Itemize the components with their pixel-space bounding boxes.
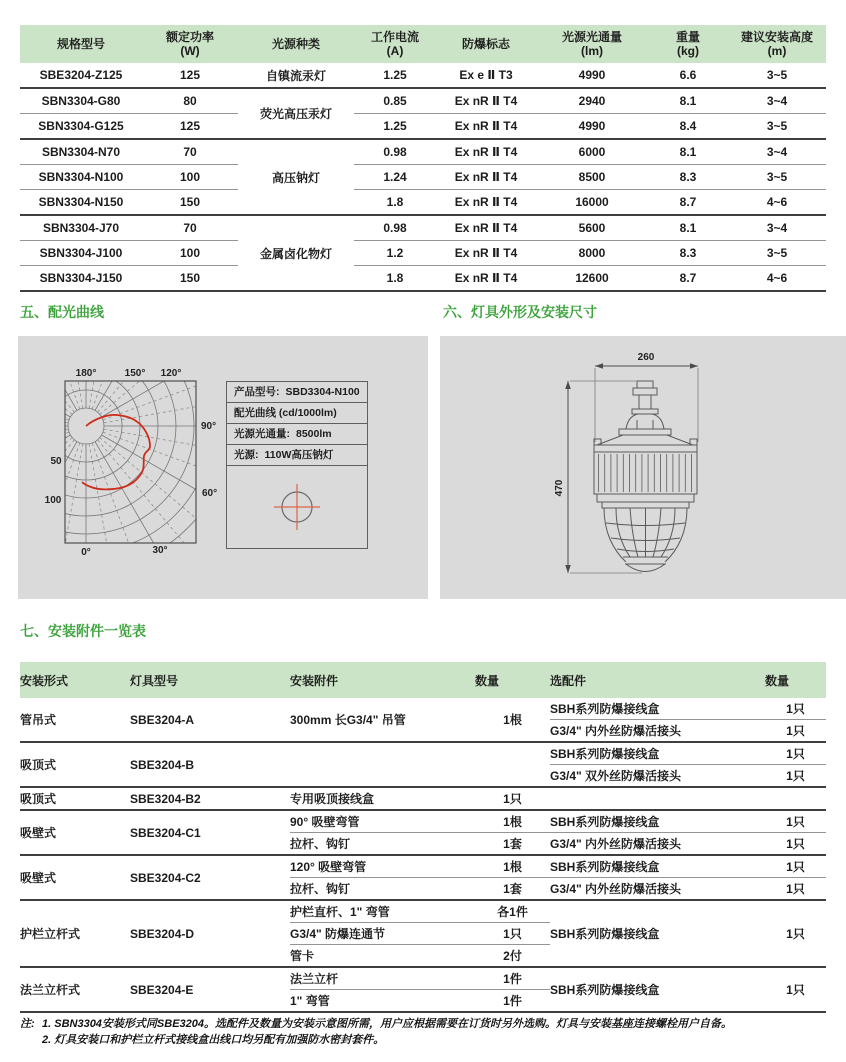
option-qty-cell: 1只 (765, 878, 826, 901)
info-row-curve: 配光曲线 (cd/1000lm) (227, 403, 367, 424)
attachment-cell: 300mm 长G3/4" 吊管 (290, 698, 475, 742)
attachment-cell: 护栏直杆、1" 弯管 (290, 900, 475, 923)
current-cell: 1.25 (354, 114, 436, 140)
col-header-option-qty: 数量 (765, 662, 826, 698)
model-cell: SBN3304-G80 (20, 88, 142, 114)
form-cell: 管吊式 (20, 698, 130, 742)
attachment-cell: 法兰立杆 (290, 967, 475, 990)
option-qty-cell: 1只 (765, 810, 826, 833)
option-qty-cell: 1只 (765, 900, 826, 967)
ex-mark-cell: Ex nR Ⅱ T4 (436, 88, 536, 114)
attachment-cell: 管卡 (290, 945, 475, 968)
acc-row (20, 742, 826, 765)
option-cell: G3/4" 内外丝防爆活接头 (550, 720, 765, 743)
current-cell: 0.98 (354, 215, 436, 241)
attachment-qty-cell: 各1件 (475, 900, 550, 923)
source-cell: 高压钠灯 (238, 139, 354, 215)
height-cell: 3~4 (728, 139, 826, 165)
form-cell: 护栏立杆式 (20, 900, 130, 967)
power-cell: 100 (142, 165, 238, 190)
spec-row (20, 266, 826, 292)
col-header-form: 安装形式 (20, 662, 130, 698)
current-cell: 0.98 (354, 139, 436, 165)
spec-row (20, 88, 826, 114)
attachment-qty-cell: 1根 (475, 855, 550, 878)
angle-label-90: 90° (201, 421, 217, 432)
attachment-qty-cell: 2付 (475, 945, 550, 968)
power-cell: 80 (142, 88, 238, 114)
flux-cell: 4990 (536, 63, 648, 88)
option-qty-cell (765, 787, 826, 810)
weight-cell: 8.1 (648, 139, 728, 165)
angle-label-0: 0° (81, 547, 91, 558)
attachment-cell: 90° 吸壁弯管 (290, 810, 475, 833)
flux-cell: 4990 (536, 114, 648, 140)
weight-cell: 8.3 (648, 165, 728, 190)
model-cell: SBE3204-B (130, 742, 290, 787)
attachment-cell: 专用吸顶接线盒 (290, 787, 475, 810)
photometric-panel (18, 336, 428, 599)
option-cell: SBH系列防爆接线盒 (550, 810, 765, 833)
option-qty-cell: 1只 (765, 720, 826, 743)
weight-cell: 8.7 (648, 190, 728, 216)
spec-row (20, 190, 826, 216)
ex-mark-cell: Ex nR Ⅱ T4 (436, 165, 536, 190)
option-qty-cell: 1只 (765, 765, 826, 788)
col-header-model: 规格型号 (20, 25, 142, 63)
col-header-attachment: 安装附件 (290, 662, 475, 698)
accessories-table (20, 662, 826, 1013)
model-cell: SBN3304-N70 (20, 139, 142, 165)
lamp-drawing-svg (440, 336, 846, 599)
spec-row (20, 241, 826, 266)
option-cell: SBH系列防爆接线盒 (550, 967, 765, 1012)
radiator-fins (599, 454, 692, 492)
attachment-qty-cell: 1根 (475, 810, 550, 833)
height-cell: 4~6 (728, 266, 826, 292)
current-cell: 1.25 (354, 63, 436, 88)
flux-cell: 8000 (536, 241, 648, 266)
form-cell: 吸顶式 (20, 787, 130, 810)
power-cell: 150 (142, 190, 238, 216)
model-cell: SBN3304-J100 (20, 241, 142, 266)
footnotes (20, 1016, 830, 1048)
attachment-qty-cell: 1件 (475, 990, 550, 1013)
spec-row (20, 139, 826, 165)
acc-row (20, 698, 826, 720)
height-cell: 4~6 (728, 190, 826, 216)
height-cell: 3~5 (728, 63, 826, 88)
col-header-flux: 光源光通量 (lm) (536, 25, 648, 63)
col-header-power: 额定功率 (W) (142, 25, 238, 63)
form-cell: 吸壁式 (20, 855, 130, 900)
spec-row (20, 165, 826, 190)
angle-label-150: 150° (124, 368, 146, 379)
weight-cell: 8.1 (648, 88, 728, 114)
attachment-cell: 1" 弯管 (290, 990, 475, 1013)
radius-label-50: 50 (50, 456, 62, 467)
width-dim-label: 260 (637, 352, 655, 363)
col-header-model: 灯具型号 (130, 662, 290, 698)
col-header-option: 选配件 (550, 662, 765, 698)
ex-mark-cell: Ex nR Ⅱ T4 (436, 139, 536, 165)
model-cell: SBN3304-N150 (20, 190, 142, 216)
height-dim-label: 470 (554, 479, 565, 497)
option-qty-cell: 1只 (765, 698, 826, 720)
section-title-dimensions: 六、灯具外形及安装尺寸 (443, 304, 597, 320)
option-cell: G3/4" 双外丝防爆活接头 (550, 765, 765, 788)
power-cell: 125 (142, 63, 238, 88)
height-cell: 3~5 (728, 241, 826, 266)
dimensions-panel (440, 336, 846, 599)
section-title-photometric: 五、配光曲线 (20, 304, 104, 320)
power-cell: 70 (142, 139, 238, 165)
attachment-cell: 拉杆、钩钉 (290, 878, 475, 901)
source-cell: 金属卤化物灯 (238, 215, 354, 291)
acc-row (20, 967, 826, 990)
acc-row (20, 810, 826, 833)
acc-row (20, 787, 826, 810)
power-cell: 150 (142, 266, 238, 292)
model-cell: SBE3204-C1 (130, 810, 290, 855)
spec-row (20, 63, 826, 88)
weight-cell: 8.4 (648, 114, 728, 140)
radius-label-100: 100 (44, 495, 62, 506)
weight-cell: 6.6 (648, 63, 728, 88)
form-cell: 吸顶式 (20, 742, 130, 787)
model-cell: SBE3204-C2 (130, 855, 290, 900)
form-cell: 法兰立杆式 (20, 967, 130, 1012)
weight-cell: 8.7 (648, 266, 728, 292)
col-header-source: 光源种类 (238, 25, 354, 63)
model-cell: SBE3204-A (130, 698, 290, 742)
flux-cell: 6000 (536, 139, 648, 165)
attachment-qty-cell: 1套 (475, 878, 550, 901)
width-dimension (595, 363, 698, 442)
power-cell: 100 (142, 241, 238, 266)
photometric-info-box (226, 381, 368, 549)
ex-mark-cell: Ex nR Ⅱ T4 (436, 190, 536, 216)
attachment-qty-cell: 1套 (475, 833, 550, 856)
attachment-cell: 120° 吸壁弯管 (290, 855, 475, 878)
acc-header-row (20, 662, 826, 698)
flux-cell: 16000 (536, 190, 648, 216)
model-cell: SBN3304-J150 (20, 266, 142, 292)
option-qty-cell: 1只 (765, 742, 826, 765)
current-cell: 1.8 (354, 266, 436, 292)
model-cell: SBE3204-E (130, 967, 290, 1012)
info-row-source: 光源: 110W高压钠灯 (227, 445, 367, 466)
note-label: 注: (20, 1018, 35, 1030)
ex-mark-cell: Ex nR Ⅱ T4 (436, 215, 536, 241)
angle-label-30: 30° (152, 545, 168, 556)
attachment-cell (290, 742, 475, 787)
attachment-qty-cell (475, 742, 550, 787)
option-cell: SBH系列防爆接线盒 (550, 900, 765, 967)
spec-header-row (20, 25, 826, 63)
spec-table (20, 25, 826, 292)
spec-row (20, 114, 826, 140)
col-header-exmark: 防爆标志 (436, 25, 536, 63)
flux-cell: 8500 (536, 165, 648, 190)
model-cell: SBE3204-B2 (130, 787, 290, 810)
attachment-qty-cell: 1件 (475, 967, 550, 990)
attachment-qty-cell: 1只 (475, 923, 550, 945)
attachment-cell: G3/4" 防爆连通节 (290, 923, 475, 945)
height-cell: 3~4 (728, 215, 826, 241)
model-cell: SBE3204-Z125 (20, 63, 142, 88)
height-cell: 3~5 (728, 114, 826, 140)
option-cell: G3/4" 内外丝防爆活接头 (550, 833, 765, 856)
option-cell: SBH系列防爆接线盒 (550, 698, 765, 720)
spec-row (20, 215, 826, 241)
flux-cell: 2940 (536, 88, 648, 114)
acc-row (20, 855, 826, 878)
acc-row (20, 900, 826, 923)
power-cell: 125 (142, 114, 238, 140)
current-cell: 1.2 (354, 241, 436, 266)
option-cell: SBH系列防爆接线盒 (550, 742, 765, 765)
height-cell: 3~4 (728, 88, 826, 114)
section-title-accessories: 七、安装附件一览表 (20, 623, 146, 639)
option-qty-cell: 1只 (765, 833, 826, 856)
height-cell: 3~5 (728, 165, 826, 190)
col-header-height: 建议安装高度 (m) (728, 25, 826, 63)
attachment-cell: 拉杆、钩钉 (290, 833, 475, 856)
source-cell: 荧光高压汞灯 (238, 88, 354, 139)
attachment-qty-cell: 1根 (475, 698, 550, 742)
model-cell: SBN3304-J70 (20, 215, 142, 241)
weight-cell: 8.3 (648, 241, 728, 266)
note-line: 1. SBN3304安装形式同SBE3204。选配件及数量为安装示意图所需，用户应根据需要在订货时另外选购。灯具与安装基座连接螺栓用户自备。 (42, 1018, 733, 1030)
note-line: 2. 灯具安装口和护栏立杆式接线盒出线口均另配有加强防水密封套件。 (42, 1034, 385, 1046)
option-qty-cell: 1只 (765, 967, 826, 1012)
flux-cell: 5600 (536, 215, 648, 241)
flux-cell: 12600 (536, 266, 648, 292)
col-header-qty: 数量 (475, 662, 550, 698)
power-cell: 70 (142, 215, 238, 241)
angle-label-180: 180° (75, 368, 97, 379)
current-cell: 0.85 (354, 88, 436, 114)
current-cell: 1.8 (354, 190, 436, 216)
ex-mark-cell: Ex nR Ⅱ T4 (436, 114, 536, 140)
lamp-position-icon (227, 466, 367, 548)
height-dimension (565, 381, 642, 573)
info-row-model: 产品型号: SBD3304-N100 (227, 382, 367, 403)
option-cell (550, 787, 765, 810)
model-cell: SBN3304-G125 (20, 114, 142, 140)
col-header-current: 工作电流 (A) (354, 25, 436, 63)
option-qty-cell: 1只 (765, 855, 826, 878)
ex-mark-cell: Ex e Ⅱ T3 (436, 63, 536, 88)
source-cell: 自镇流汞灯 (238, 63, 354, 88)
col-header-weight: 重量 (kg) (648, 25, 728, 63)
current-cell: 1.24 (354, 165, 436, 190)
form-cell: 吸壁式 (20, 810, 130, 855)
ex-mark-cell: Ex nR Ⅱ T4 (436, 266, 536, 292)
option-cell: SBH系列防爆接线盒 (550, 855, 765, 878)
option-cell: G3/4" 内外丝防爆活接头 (550, 878, 765, 901)
angle-label-60: 60° (202, 488, 218, 499)
ex-mark-cell: Ex nR Ⅱ T4 (436, 241, 536, 266)
angle-label-120: 120° (160, 368, 182, 379)
weight-cell: 8.1 (648, 215, 728, 241)
lamp-outline (594, 381, 697, 572)
model-cell: SBN3304-N100 (20, 165, 142, 190)
attachment-qty-cell: 1只 (475, 787, 550, 810)
info-row-flux: 光源光通量: 8500lm (227, 424, 367, 445)
model-cell: SBE3204-D (130, 900, 290, 967)
